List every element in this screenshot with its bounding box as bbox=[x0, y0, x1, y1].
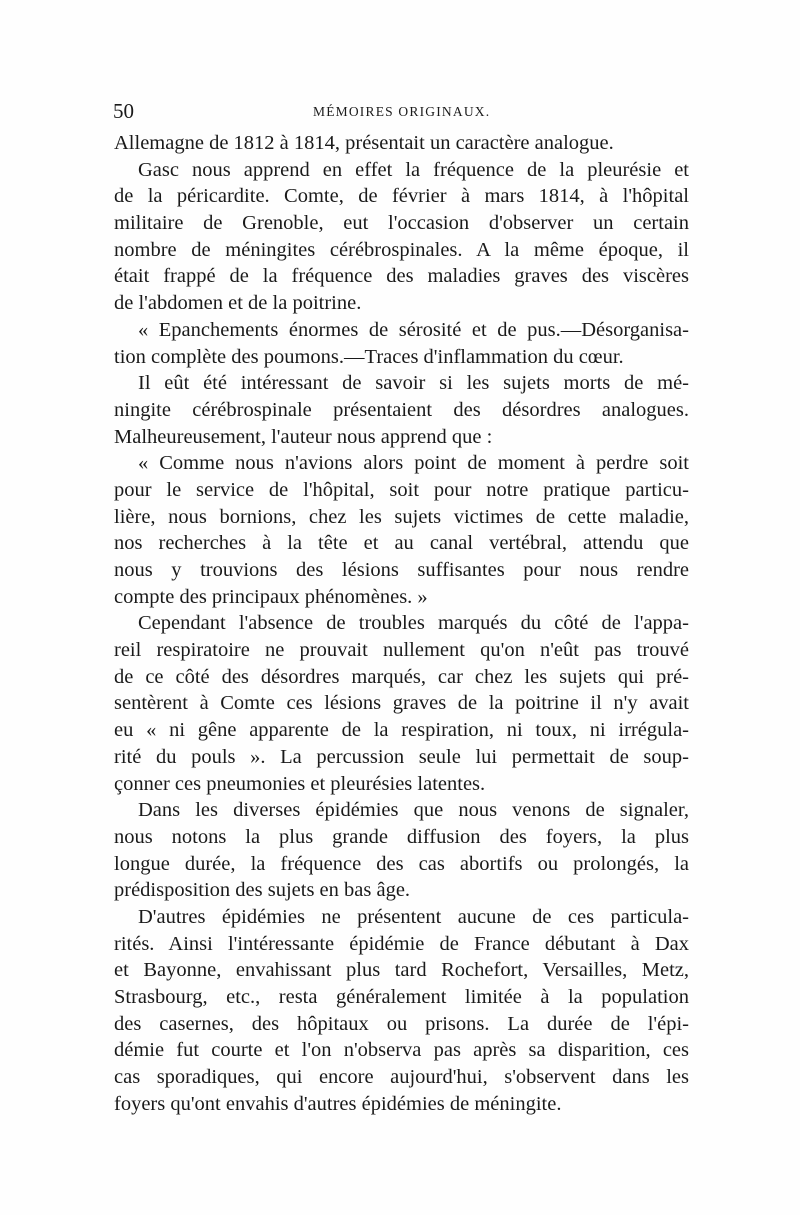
text-line: Il eût été intéressant de savoir si les sujets morts de mé- bbox=[138, 372, 689, 395]
text-line: était frappé de la fréquence des maladies graves des viscères bbox=[114, 265, 689, 288]
paragraph-4 bbox=[114, 370, 689, 450]
text-line: Gasc nous apprend en effet la fréquence de la pleurésie et bbox=[138, 158, 689, 181]
text-line: ningite cérébrospinale présentaient des désordres analogues. bbox=[114, 398, 689, 421]
text-line: « Comme nous n'avions alors point de moment à perdre soit bbox=[138, 452, 689, 475]
text-line: Dans les diverses épidémies que nous venons de signaler, bbox=[138, 799, 689, 822]
paragraph-1 bbox=[114, 130, 689, 157]
text-line: longue durée, la fréquence des cas abortifs ou prolongés, la bbox=[114, 852, 689, 875]
text-line: cas sporadiques, qui encore aujourd'hui, s'observent dans les bbox=[114, 1066, 689, 1089]
text-line: tion complète des poumons.—Traces d'inflammation du cœur. bbox=[114, 345, 624, 368]
text-line: et Bayonne, envahissant plus tard Rochefort, Versailles, Metz, bbox=[114, 959, 689, 982]
paragraph-6 bbox=[114, 610, 689, 797]
running-head bbox=[113, 98, 693, 124]
text-line: çonner ces pneumonies et pleurésies latentes. bbox=[114, 772, 486, 795]
text-line: nous notons la plus grande diffusion des foyers, la plus bbox=[114, 825, 689, 848]
text-line: D'autres épidémies ne présentent aucune de ces particula- bbox=[138, 905, 689, 928]
paragraph-3 bbox=[114, 317, 689, 370]
paragraph-2 bbox=[114, 157, 689, 317]
text-line: nombre de méningites cérébrospinales. A la même époque, il bbox=[114, 238, 689, 261]
paragraph-8 bbox=[114, 904, 689, 1118]
text-line: rité du pouls ». La percussion seule lui permettait de soup- bbox=[114, 745, 689, 768]
text-line: nos recherches à la tête et au canal vertébral, attendu que bbox=[114, 532, 689, 555]
text-line: militaire de Grenoble, eut l'occasion d'observer un certain bbox=[114, 212, 689, 235]
text-line: eu « ni gêne apparente de la respiration, ni toux, ni irrégula- bbox=[114, 719, 689, 742]
text-line: compte des principaux phénomènes. » bbox=[114, 585, 428, 608]
text-line: reil respiratoire ne prouvait nullement qu'on n'eût pas trouvé bbox=[114, 639, 689, 662]
paragraph-7 bbox=[114, 797, 689, 904]
text-line: sentèrent à Comte ces lésions graves de la poitrine il n'y avait bbox=[114, 692, 689, 715]
text-line: foyers qu'ont envahis d'autres épidémies de méningite. bbox=[114, 1092, 562, 1115]
body-text bbox=[114, 130, 689, 1117]
quotation-paragraph bbox=[114, 450, 689, 610]
text-line: prédisposition des sujets en bas âge. bbox=[114, 879, 411, 902]
text-line: des casernes, des hôpitaux ou prisons. La durée de l'épi- bbox=[114, 1012, 689, 1035]
running-title: MÉMOIRES ORIGINAUX. bbox=[313, 104, 491, 119]
text-line: « Epanchements énormes de sérosité et de pus.—Désorganisa- bbox=[138, 318, 689, 341]
text-line: Strasbourg, etc., resta généralement limitée à la population bbox=[114, 986, 689, 1008]
text-line: rités. Ainsi l'intéressante épidémie de France débutant à Dax bbox=[114, 932, 689, 955]
text-line: Cependant l'absence de troubles marqués du côté de l'appa- bbox=[138, 612, 689, 635]
text-line: de l'abdomen et de la poitrine. bbox=[114, 292, 362, 315]
text-line: de la péricardite. Comte, de février à mars 1814, à l'hôpital bbox=[114, 185, 689, 208]
page-number: 50 bbox=[113, 99, 134, 123]
text-line: nous y trouvions des lésions suffisantes pour nous rendre bbox=[114, 559, 689, 581]
text-line: pour le service de l'hôpital, soit pour notre pratique particu- bbox=[114, 478, 689, 501]
text-line: lière, nous bornions, chez les sujets victimes de cette maladie, bbox=[114, 505, 689, 528]
text-line: Malheureusement, l'auteur nous apprend que : bbox=[114, 425, 493, 448]
text-line: de ce côté des désordres marqués, car chez les sujets qui pré- bbox=[114, 665, 689, 688]
text-line: démie fut courte et l'on n'observa pas après sa disparition, ces bbox=[114, 1039, 689, 1062]
text-line: Allemagne de 1812 à 1814, présentait un caractère analogue. bbox=[114, 132, 614, 154]
